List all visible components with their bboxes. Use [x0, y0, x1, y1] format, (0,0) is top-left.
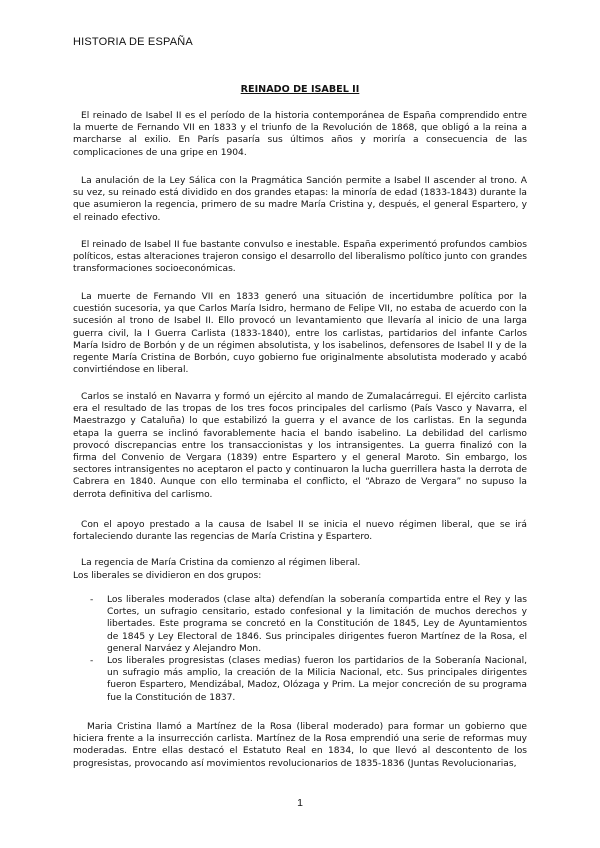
paragraph-zumalacarregui: Carlos se instaló en Navarra y formó un ejército al mando de Zumalacárregui. El ejército carlista era el resultado de las tropas de los tres focos principales del carlismo (País Vasco y Navarra, el Maestrazgo y Cataluña) lo que estabilizó la guerra y el avance de los carlistas. En la segunda etapa la guerra se inclinó favorablemente hacia el bando isabelino. La debilidad del carlismo provocó discrepancias entre los transaccionistas y los intransigentes. La guerra finalizó con la firma del Convenio de Vergara (1839) entre Espartero y el general Maroto. Sin embargo, los sectores intransigentes no aceptaron el pacto y continuaron la lucha guerrillera hasta la derrota de Cabrera en 1840. Aunque con ello terminaba el conflicto, el “Abrazo de Vergara” no supuso la derrota definitiva del carlismo.: [73, 392, 527, 500]
paragraph-martinez-de-la-rosa: Maria Cristina llamó a Martínez de la Rosa (liberal moderado) para formar un gobierno que hiciera frente a la insurrección carlista. Martínez de la Rosa emprendió una serie de reformas muy moderadas. Entre ellas destacó el Estatuto Real en 1834, lo que llevó al descontento de los progresistas, provocando así movimientos revolucionarios de 1835-1836 (Juntas Revolucionarias,: [73, 722, 527, 769]
list-item-moderados: [73, 594, 527, 655]
paragraph-reinado-convulso: El reinado de Isabel II fue bastante convulso e inestable. España experimentó profundos cambios políticos, estas alteraciones trajeron consigo el desarrollo del liberalismo político junto con grandes transformaciones socioeconómicas.: [73, 240, 527, 275]
liberal-groups-list: [73, 594, 527, 704]
list-marker: -: [90, 595, 94, 605]
paragraph-guerra-carlista: La muerte de Fernando VII en 1833 generó una situación de incertidumbre política por la cuestión sucesoria, ya que Carlos María Isidro, hermano de Felipe VII, no estaba de acuerdo con la sucesión al trono de Isabel II. Ello provocó un levantamiento que llevaría al inicio de una larga guerra civil, la I Guerra Carlista (1833-1840), entre los carlistas, partidarios del infante Carlos María Isidro de Borbón y de un régimen absolutista, y los isabelinos, defensores de Isabel II y de la regente María Cristina de Borbón, cuyo gobierno fue originalmente absolutista moderado y acabó convirtiéndose en liberal.: [73, 292, 527, 376]
list-marker: -: [90, 656, 94, 667]
list-item-text: Los liberales progresistas (clases medias) fueron los partidarios de la Soberanía Nacional, un sufragio más amplio, la creación de la Milicia Nacional, etc. Sus principales dirigentes fueron Espartero, Mendizábal, Madoz, Olózaga y Prim. La mejor concreción de su programa fue la Constitución de 1837.: [107, 656, 527, 703]
list-item-text: Los liberales moderados (clase alta) defendían la soberanía compartida entre el Rey y las Cortes, un sufragio censitario, estado confesional y la limitación de muchos derechos y libertades. Este programa se concretó en la Constitución de 1845, Ley de Ayuntamientos de 1845 y Ley Electoral de 1846. Sus principales dirigentes fueron Martínez de la Rosa, el general Narváez y Alejandro Mon.: [107, 595, 527, 654]
list-item-progresistas: [73, 655, 527, 704]
document-header: HISTORIA DE ESPAÑA: [73, 36, 193, 48]
paragraph-regimen-liberal: Con el apoyo prestado a la causa de Isabel II se inicia el nuevo régimen liberal, que se irá fortaleciendo durante las regencias de María Cristina y Espartero.: [73, 520, 527, 543]
document-title: REINADO DE ISABEL II: [240, 84, 360, 95]
paragraph-regencia: La regencia de María Cristina da comienzo al régimen liberal.: [81, 558, 361, 568]
paragraph-ley-salica: La anulación de la Ley Sálica con la Pragmática Sanción permite a Isabel II ascender al trono. A su vez, su reinado está dividido en dos grandes etapas: la minoría de edad (1833-1843) durante la que asumieron la regencia, primero de su madre María Cristina y, después, el general Espartero, y el reinado efectivo.: [73, 176, 527, 223]
page-number: 1: [297, 797, 303, 809]
paragraph-grupos: Los liberales se dividieron en dos grupos:: [73, 571, 262, 581]
paragraph-intro: El reinado de Isabel II es el período de la historia contemporánea de España comprendido entre la muerte de Fernando VII en 1833 y el triunfo de la Revolución de 1868, que obligó a la reina a marcharse al exilio. En París pasaría sus últimos años y moriría a consecuencia de las complicaciones de una gripe en 1904.: [73, 111, 527, 158]
